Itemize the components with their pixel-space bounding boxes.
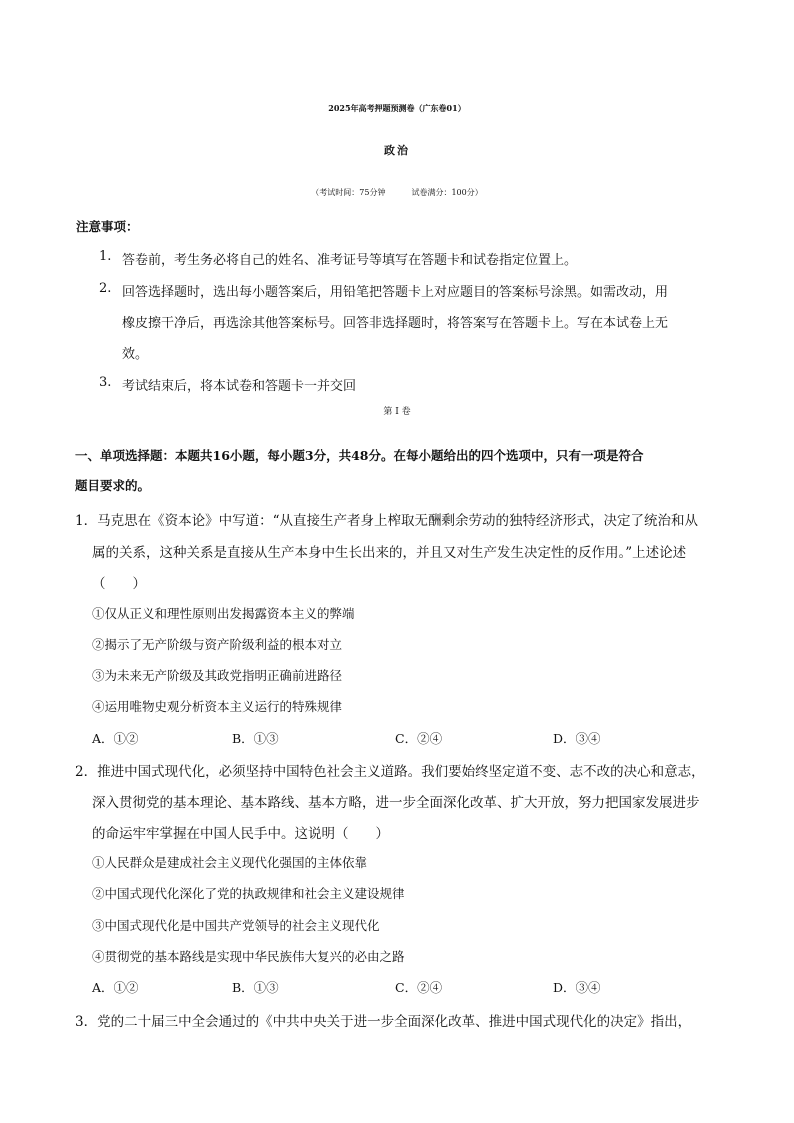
- question-2-option-1: ①人民群众是建成社会主义现代化强国的主体依靠: [92, 855, 368, 870]
- question-2-option-2: ②中国式现代化深化了党的执政规律和社会主义建设规律: [92, 886, 405, 901]
- full-score: 试卷满分：100分）: [411, 188, 483, 197]
- question-1-line-3: （ ）: [92, 576, 146, 592]
- question-1-option-3: ③为未来无产阶级及其政党指明正确前进路径: [92, 668, 343, 683]
- note-2-number: 2.: [99, 281, 112, 296]
- note-2-line-3: 效。: [122, 347, 149, 362]
- subject-title: 政治: [384, 144, 410, 157]
- note-2-line-1: 回答选择题时，选出每小题答案后，用铅笔把答题卡上对应题目的答案标号涂黑。如需改动，用: [122, 285, 669, 300]
- section-heading-line-2: 题目要求的。: [75, 478, 151, 493]
- notes-heading: 注意事项：: [76, 219, 139, 234]
- question-2-choice-c: C．②④: [395, 980, 443, 995]
- question-2-choice-a: A．①②: [92, 980, 139, 995]
- note-3-text: 考试结束后，将本试卷和答题卡一并交回: [122, 379, 357, 394]
- question-2-option-3: ③中国式现代化是中国共产党领导的社会主义现代化: [92, 918, 380, 933]
- note-1-number: 1.: [99, 249, 112, 264]
- question-2-option-4: ④贯彻党的基本路线是实现中华民族伟大复兴的必由之路: [92, 949, 405, 964]
- question-2-line-1: 2．推进中国式现代化，必须坚持中国特色社会主义道路。我们要始终坚定道不变、志不改的决心和意志，: [75, 764, 705, 780]
- exam-info: [0, 187, 794, 198]
- question-1-option-4: ④运用唯物史观分析资本主义运行的特殊规律: [92, 699, 343, 714]
- exam-time: （考试时间：75分钟: [311, 188, 386, 197]
- question-1-line-1: 1．马克思在《资本论》中写道：“从直接生产者身上榨取无酬剩余劳动的独特经济形式，决定了统治和从: [75, 513, 698, 529]
- volume-title: 第 I 卷: [383, 407, 411, 417]
- question-2-line-3: 的命运牢牢掌握在中国人民手中。这说明（ ）: [92, 826, 389, 842]
- question-1-choice-a: A．①②: [92, 731, 139, 746]
- question-3-line-1: 3．党的二十届三中全会通过的《中共中央关于进一步全面深化改革、推进中国式现代化的决定》指出，: [75, 1014, 692, 1030]
- question-1-choice-b: B．①③: [232, 731, 279, 746]
- question-1-choice-d: D．③④: [553, 731, 601, 746]
- question-1-option-2: ②揭示了无产阶级与资产阶级利益的根本对立: [92, 637, 343, 652]
- note-1-text: 答卷前，考生务必将自己的姓名、准考证号等填写在答题卡和试卷指定位置上。: [122, 253, 578, 268]
- question-2-line-2: 深入贯彻党的基本理论、基本路线、基本方略，进一步全面深化改革、扩大开放，努力把国家发展进步: [92, 795, 700, 811]
- note-3-number: 3.: [99, 375, 112, 390]
- question-1-choice-c: C．②④: [395, 731, 443, 746]
- question-1-line-2: 属的关系，这种关系是直接从生产本身中生长出来的，并且又对生产发生决定性的反作用。”上述论述: [92, 545, 687, 561]
- question-1-option-1: ①仅从正义和理性原则出发揭露资本主义的弊端: [92, 606, 355, 621]
- note-2-line-2: 橡皮擦干净后，再选涂其他答案标号。回答非选择题时，将答案写在答题卡上。写在本试卷上无: [122, 316, 669, 331]
- question-2-choice-b: B．①③: [232, 980, 279, 995]
- question-2-choice-d: D．③④: [553, 980, 601, 995]
- exam-title: 2025年高考押题预测卷（广东卷01）: [328, 103, 466, 113]
- section-heading-line-1: 一、单项选择题：本题共16小题，每小题3分，共48分。在每小题给出的四个选项中，只有一项是符合: [75, 448, 644, 463]
